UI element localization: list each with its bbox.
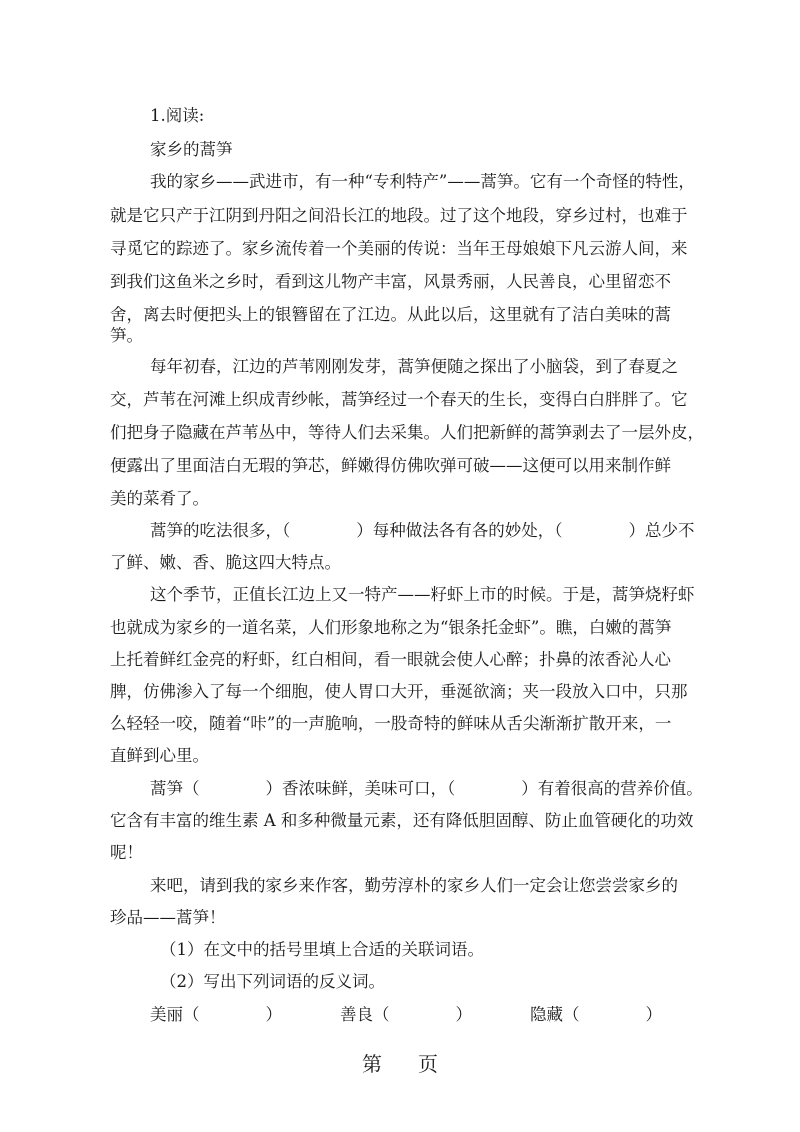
paragraph-1-line-5 [110,305,698,325]
text-line: 就是它只产于江阴到丹阳之间沿长江的地段。过了这个地段，穿乡过村，也难于 [110,206,688,225]
paragraph-4-line-3 [110,650,698,670]
paragraph-6-line-1: 来吧，请到我的家乡来作客，勤劳淳朴的家乡人们一定会让您尝尝家乡的 [150,876,678,895]
footer-page-prefix: 第 [362,1052,382,1076]
paragraph-1-line-4 [110,272,698,292]
paragraph-4-line-6: 直鲜到心里。 [110,746,209,765]
question-2: （2）写出下列词语的反义词。 [160,972,385,991]
paragraph-2-line-2 [110,390,698,410]
antonym-blank-1: 美丽（ ） [150,1005,282,1024]
question-1: （1）在文中的括号里填上合适的关联词语。 [160,940,484,959]
paragraph-1-line-2 [110,206,698,226]
text-line: 上托着鲜红金亮的籽虾，红白相间，看一眼就会使人心醉；扑鼻的浓香沁人心 [110,650,671,669]
text-line: 寻觅它的踪迹了。家乡流传着一个美丽的传说：当年王母娘娘下凡云游人间，来 [110,239,688,258]
text-line: 脾，仿佛渗入了每一个细胞，使人胃口大开，垂涎欲滴；夹一段放入口中，只那 [110,682,688,701]
antonym-blank-2: 善良（ ） [340,1005,472,1024]
text-line: 也就成为家乡的一道名菜，人们形象地称之为“银条托金虾”。瞧，白嫩的蒿笋 [110,618,672,637]
passage-title: 家乡的蒿笋 [150,140,233,159]
antonym-blank-3: 隐藏（ ） [530,1005,662,1024]
text-line: 舍，离去时便把头上的银簪留在了江边。从此以后，这里就有了洁白美味的蒿 [110,305,671,324]
paragraph-6-line-2: 珍品——蒿笋！ [110,908,226,927]
paragraph-4-line-1: 这个季节，正值长江边上又一特产——籽虾上市的时候。于是，蒿笋烧籽虾 [150,585,695,604]
paragraph-5-line-2 [110,811,698,831]
paragraph-4-line-2 [110,618,698,638]
paragraph-2-line-1: 每年初春，江边的芦苇刚刚发芽，蒿笋便随之探出了小脑袋，到了春夏之 [150,357,678,376]
text-line: 便露出了里面洁白无瑕的笋芯，鲜嫩得仿佛吹弹可破——这便可以用来制作鲜 [110,456,671,475]
paragraph-4-line-5 [110,714,698,734]
paragraph-3-line-1: 蒿笋的吃法很多，（ ）每种做法各有各的妙处，（ ）总少不 [150,521,695,540]
text-line: 交，芦苇在河滩上织成青纱帐，蒿笋经过一个春天的生长，变得白白胖胖了。它 [110,390,688,409]
paragraph-5-line-3: 呢！ [110,843,143,862]
paragraph-2-line-3 [110,423,704,443]
text-line: 到我们这鱼米之乡时，看到这儿物产丰富，风景秀丽，人民善良，心里留恋不 [110,272,671,291]
paragraph-1-line-1: 我的家乡——武进市，有一种“专利特产”——蒿笋。它有一个奇怪的特性， [150,172,695,191]
page-footer [0,1052,800,1076]
paragraph-1-line-3 [110,239,698,259]
text-line: 它含有丰富的维生素 A 和多种微量元素，还有降低胆固醇、防止血管硬化的功效 [110,811,694,830]
paragraph-3-line-2: 了鲜、嫩、香、脆这四大特点。 [110,553,341,572]
paragraph-4-line-4 [110,682,698,702]
paragraph-2-line-4 [110,456,698,476]
paragraph-2-line-5: 美的菜肴了。 [110,489,209,508]
text-line: 们把身子隐藏在芦苇丛中，等待人们去采集。人们把新鲜的蒿笋剥去了一层外皮， [110,423,704,442]
paragraph-5-line-1: 蒿笋（ ）香浓味鲜，美味可口，（ ）有着很高的营养价值。 [150,779,703,798]
paragraph-1-line-6: 笋。 [110,326,143,345]
text-line: 么轻轻一咬，随着“咔”的一声脆响，一股奇特的鲜味从舌尖渐渐扩散开来，一 [110,714,672,733]
exercise-number: 1.阅读: [150,106,205,125]
footer-page-suffix: 页 [418,1052,438,1076]
